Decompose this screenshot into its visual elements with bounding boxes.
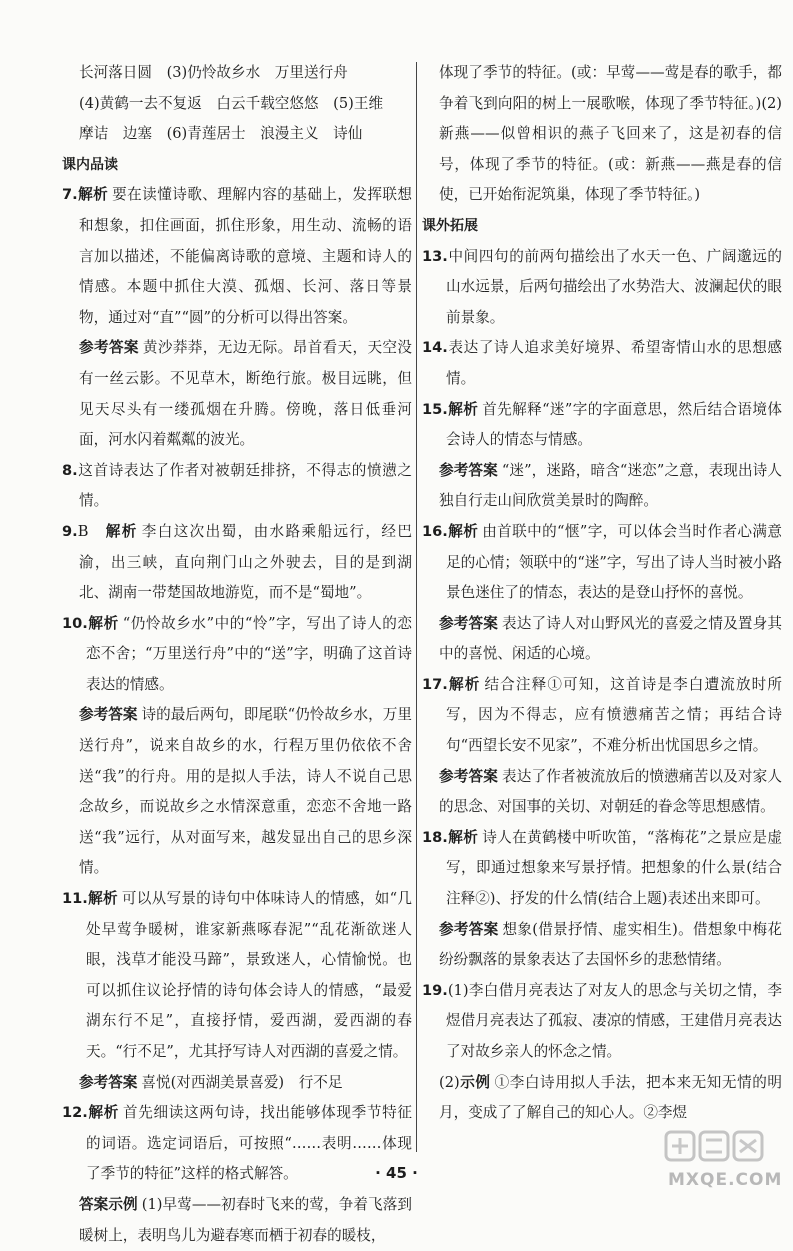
analysis-tag: 解析 <box>87 1104 119 1122</box>
answer-text: “迷”，迷路，暗含“迷恋”之意，表现出诗人独自行走山间欣赏美景时的陶醉。 <box>439 461 782 510</box>
poem-answer-line-2: (4)黄鹤一去不复返 白云千载空悠悠 (5)王维 <box>79 94 384 112</box>
answer-16 <box>422 609 782 670</box>
example-text: ①李白诗用拟人手法，把本来无知无情的明月，变成了了解自己的知心人。②李煜 <box>439 1073 782 1122</box>
question-number: 16. <box>422 522 448 540</box>
answer-10 <box>62 700 412 884</box>
question-number: 10. <box>62 614 88 632</box>
question-text: 表达了诗人追求美好境界、希望寄情山水的思想感情。 <box>446 339 782 387</box>
left-column <box>62 58 412 1251</box>
analysis-tag: 解析 <box>87 890 118 908</box>
question-text: 这首诗表达了作者对被朝廷排挤，不得志的愤懑之情。 <box>77 461 412 510</box>
answer-tag: 答案示例 <box>79 1195 138 1213</box>
answer-text: 表达了作者被流放后的愤懑痛苦以及对家人的思念、对国事的关切、对朝廷的眷念等思想感情。 <box>439 767 782 816</box>
question-7 <box>62 180 412 333</box>
question-10 <box>62 609 412 701</box>
question-number: 14. <box>422 339 448 357</box>
analysis-tag: 解析 <box>87 614 119 632</box>
question-15 <box>422 395 782 456</box>
poem-answer-line-3: 摩诘 边塞 (6)青莲居士 浪漫主义 诗仙 <box>79 125 363 143</box>
question-8 <box>62 456 412 517</box>
answer-7 <box>62 333 412 455</box>
answer-tag: 参考答案 <box>439 767 498 785</box>
answer-text: 诗的最后两句，即尾联“仍怜故乡水，万里送行舟”，说来自故乡的水，行程万里仍依依不舍送“我”的行舟。用的是拟人手法，诗人不说自己思念故乡，而说故乡之水情深意重，恋恋不舍地一路送“我”远行，从对面写来，越发显出自己的思乡深情。 <box>79 706 412 877</box>
answer-tag: 参考答案 <box>439 614 498 632</box>
question-16 <box>422 517 782 609</box>
section-heading-extension: 课外拓展 <box>422 217 478 234</box>
question-14 <box>422 333 782 394</box>
question-number: 19. <box>422 981 448 999</box>
question-number: 15. <box>422 400 448 418</box>
answer-17 <box>422 762 782 823</box>
answer-text: 喜悦(对西湖美景喜爱) 行不足 <box>141 1073 343 1091</box>
answer-tag: 参考答案 <box>79 339 139 357</box>
analysis-text: 结合注释①可知，这首诗是李白遭流放时所写，因为不得志，应有愤懑痛苦之情；再结合诗句“西望长安不见家”，不难分析出忧国思乡之情。 <box>446 675 782 755</box>
answer-15 <box>422 456 782 517</box>
analysis-tag: 解析 <box>447 400 479 418</box>
analysis-text: “仍怜故乡水”中的“怜”字，写出了诗人的恋恋不舍；“万里送行舟”中的“送”字，明确了这首诗表达的情感。 <box>86 614 412 693</box>
watermark-text: MXQE.COM <box>668 1170 783 1190</box>
answer-19-part-2 <box>422 1068 782 1129</box>
analysis-text: 首先细读这两句诗，找出能够体现季节特征的词语。选定词语后，可按照“……表明……体现了季节的特征”这样的格式解答。 <box>86 1104 412 1183</box>
answer-tag: 参考答案 <box>79 1073 138 1091</box>
analysis-tag: 解析 <box>447 675 481 693</box>
right-column <box>422 58 782 1129</box>
poem-answer-line-1: 长河落日圆 (3)仍怜故乡水 万里送行舟 <box>79 64 348 81</box>
analysis-text: 李白这次出蜀，由水路乘船远行，经巴渝，出三峡，直向荆门山之外驶去，目的是到湖北、湖南一带楚国故地游览，而不是“蜀地”。 <box>79 522 412 602</box>
choice-answer: B <box>77 522 89 540</box>
analysis-tag: 解析 <box>447 522 479 540</box>
answer-text: (1)早莺——初春时飞来的莺，争着飞落到暖树上，表明鸟儿为避春寒而栖于初春的暖枝， <box>79 1195 412 1244</box>
question-9 <box>62 517 412 609</box>
question-number: 12. <box>62 1104 88 1122</box>
question-number: 8. <box>62 461 78 479</box>
question-13 <box>422 242 782 334</box>
question-text: (1)李白借月亮表达了对友人的思念与关切之情，李煜借月亮表达了孤寂、凄凉的情感，王建借月亮表达了对故乡亲人的怀念之情。 <box>446 981 782 1060</box>
question-number: 9. <box>62 522 78 540</box>
answer-tag: 参考答案 <box>439 461 498 479</box>
section-heading-in-class: 课内品读 <box>62 156 118 173</box>
answer-12 <box>62 1190 412 1251</box>
question-number: 11. <box>62 890 88 908</box>
question-number: 13. <box>422 247 448 265</box>
answer-text: 想象(借景抒情、虚实相生)。借想象中梅花纷纷飘落的景象表达了去国怀乡的悲愁情绪。 <box>439 920 782 969</box>
page-number: · 45 · <box>375 1164 418 1182</box>
analysis-text: 要在读懂诗歌、理解内容的基础上，发挥联想和想象，扣住画面，抓住形象，用生动、流畅的语言加以描述，不能偏离诗歌的意境、主题和诗人的情感。本题中抓住大漠、孤烟、长河、落日等景物，通过对“直”“圆”的分析可以得出答案。 <box>79 186 412 326</box>
part-label: (2) <box>439 1073 460 1091</box>
answer-text: 黄沙莽莽，无边无际。昂首看天，天空没有一丝云影。不见草木，断绝行旅。极目远眺，但见天尽头有一缕孤烟在升腾。傍晚，落日低垂河面，河水闪着粼粼的波光。 <box>79 339 412 449</box>
question-number: 17. <box>422 675 448 693</box>
question-19 <box>422 976 782 1068</box>
answer-12-continued: 体现了季节的特征。(或：早莺——莺是春的歌手，都争着飞到向阳的树上一展歌喉，体现了季节特征。)(2)新燕——似曾相识的燕子飞回来了，这是初春的信号，体现了季节的特征。(或：新燕——燕是春的信使，已开始衔泥筑巢，体现了季节特征。) <box>439 64 782 204</box>
answer-11 <box>62 1068 412 1099</box>
analysis-text: 首先解释“迷”字的字面意思，然后结合语境体会诗人的情态与情感。 <box>446 400 782 449</box>
question-number: 7. <box>62 186 78 204</box>
analysis-tag: 解析 <box>447 828 479 846</box>
answer-18 <box>422 915 782 976</box>
analysis-tag: 解析 <box>77 186 109 204</box>
analysis-text: 诗人在黄鹤楼中听吹笛，“落梅花”之景应是虚写，即通过想象来写景抒情。把想象的什么景(结合注释②)、抒发的什么情(结合上题)表述出来即可。 <box>446 828 782 908</box>
analysis-text: 可以从写景的诗句中体味诗人的情感，如“几处早莺争暖树，谁家新燕啄春泥”“乱花渐欲迷人眼，浅草才能没马蹄”，景致迷人，心情愉悦。也可以抓住议论抒情的诗句体会诗人的情感，“最爱湖东行不足”，直接抒情，爱西湖，爱西湖的春天。“行不足”，尤其抒写诗人对西湖的喜爱之情。 <box>86 890 412 1060</box>
question-text: 中间四句的前两句描绘出了水天一色、广阔邈远的山水远景，后两句描绘出了水势浩大、波澜起伏的眼前景象。 <box>446 247 782 326</box>
answer-text: 表达了诗人对山野风光的喜爱之情及置身其中的喜悦、闲适的心境。 <box>439 614 782 663</box>
question-11 <box>62 884 412 1068</box>
analysis-tag: 解析 <box>105 522 138 540</box>
example-tag: 示例 <box>459 1073 491 1091</box>
question-18 <box>422 823 782 915</box>
answer-tag: 参考答案 <box>79 706 138 724</box>
analysis-text: 由首联中的“惬”字，可以体会当时作者心满意足的心情；领联中的“迷”字，写出了诗人当时被小路景色迷住了的情态，表达的是登山抒怀的喜悦。 <box>446 522 782 602</box>
question-17 <box>422 670 782 762</box>
answer-tag: 参考答案 <box>439 920 499 938</box>
question-number: 18. <box>422 828 448 846</box>
column-divider <box>416 62 417 1152</box>
